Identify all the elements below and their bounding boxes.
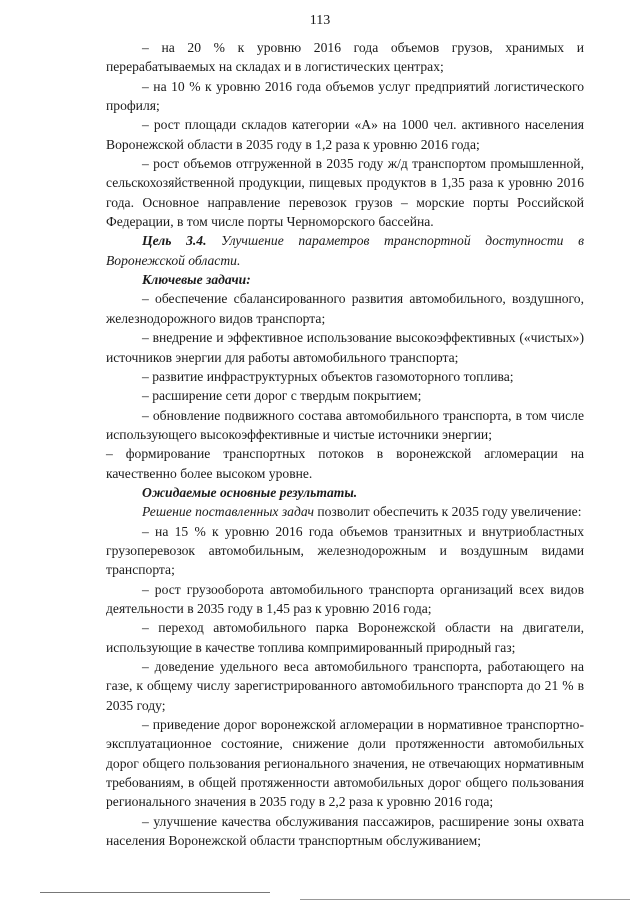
key-task-item: – развитие инфраструктурных объектов газомоторного топлива;	[142, 368, 514, 384]
document-body	[106, 38, 584, 850]
key-tasks-heading: Ключевые задачи:	[142, 272, 251, 288]
expected-results-intro-italic: Решение поставленных задач	[142, 504, 314, 520]
scan-artifact-line	[300, 899, 630, 900]
paragraph: – рост объемов отгруженной в 2035 году ж/д транспортом промышленной, сельскохозяйственной продукции, пищевых продуктов в 1,35 раза к уровню 2016 года. Основное направление перевозок грузов – морские порты Российской Федерации, в том числе порты Черноморского бассейна.	[106, 156, 584, 230]
expected-result-item: – улучшение качества обслуживания пассажиров, расширение зоны охвата населения Воронежской области транспортным обслуживанием;	[106, 813, 584, 849]
expected-results-intro	[106, 502, 584, 521]
key-task-item: – обновление подвижного состава автомобильного транспорта, в том числе использующего высокоэффективные и чистые источники энергии;	[106, 407, 584, 442]
key-task-item: – внедрение и эффективное использование высокоэффективных («чистых») источников энергии для работы автомобильного транспорта;	[106, 330, 584, 365]
expected-results-heading: Ожидаемые основные результаты.	[142, 484, 358, 500]
paragraph: – на 10 % к уровню 2016 года объемов услуг предприятий логистического профиля;	[106, 78, 584, 114]
expected-results-intro-rest: позволит обеспечить к 2035 году увеличение:	[313, 504, 582, 520]
goal-title: Улучшение параметров транспортной доступности в Воронежской области.	[106, 233, 584, 268]
page-number: 113	[309, 13, 331, 28]
expected-result-item: – приведение дорог воронежской агломерации в нормативное транспортно-эксплуатационное состояние, снижение доли протяженности автомобильных дорог общего пользования регионального значения, не отвечающих нормативным требованиям, в общей протяженности автомобильных дорог общего пользования регионального значения в 2035 году в 2,2 раза к уровню 2016 года;	[106, 717, 584, 810]
key-task-item: – формирование транспортных потоков в воронежской агломерации на качественно более высоком уровне.	[106, 446, 584, 481]
key-task-item: – расширение сети дорог с твердым покрытием;	[142, 388, 422, 404]
expected-result-item: – рост грузооборота автомобильного транспорта организаций всех видов деятельности в 2035 году в 1,45 раз к уровню 2016 года;	[106, 581, 584, 616]
paragraph: – на 20 % к уровню 2016 года объемов грузов, хранимых и перерабатываемых на складах и в логистических центрах;	[106, 40, 584, 75]
expected-result-item: – переход автомобильного парка Воронежской области на двигатели, использующие в качестве топлива компримированный природный газ;	[106, 620, 584, 655]
scan-artifact-line	[40, 892, 270, 893]
paragraph: – рост площади складов категории «А» на 1000 чел. активного населения Воронежской области в 2035 году в 1,2 раза к уровню 2016 года;	[106, 117, 584, 152]
goal-heading	[106, 231, 584, 270]
expected-result-item: – доведение удельного веса автомобильного транспорта, работающего на газе, к общему числу зарегистрированного автомобильного транспорта до 21 % в 2035 году;	[106, 659, 584, 713]
key-task-item: – обеспечение сбалансированного развития автомобильного, воздушного, железнодорожного видов транспорта;	[106, 291, 584, 326]
goal-label: Цель 3.4.	[142, 233, 207, 249]
expected-result-item: – на 15 % к уровню 2016 года объемов транзитных и внутриобластных грузоперевозок автомобильным, железнодорожным и воздушным видами транспорта;	[106, 523, 584, 578]
